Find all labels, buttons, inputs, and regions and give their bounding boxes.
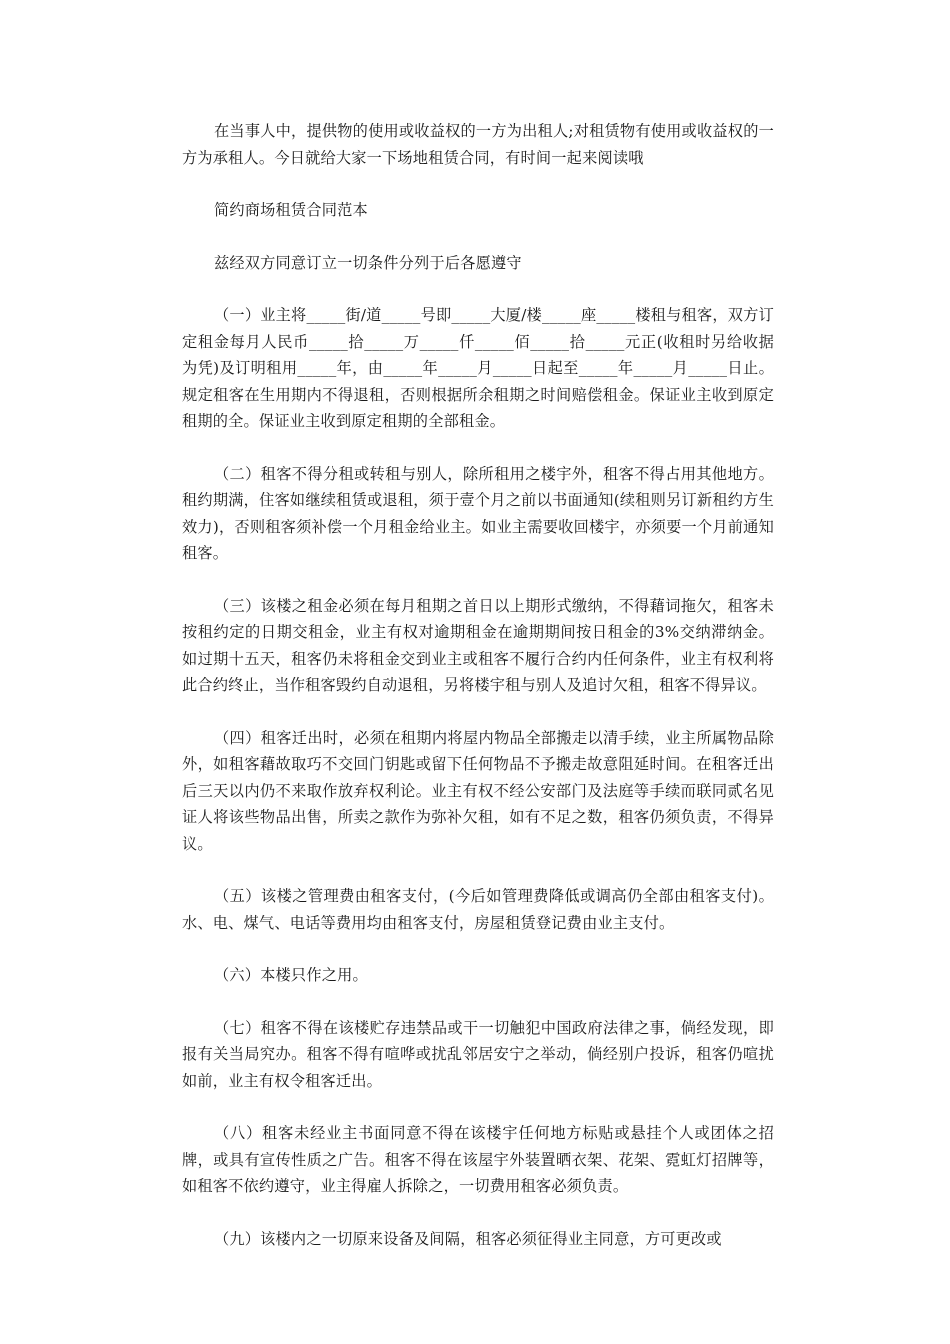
- clause-3: （三）该楼之租金必须在每月租期之首日以上期形式缴纳，不得藉词拖欠，租客未按租约定的日期交租金，业主有权对逾期租金在逾期期间按日租金的3%交纳滞纳金。如过期十五天，租客仍未将租金交到业主或租客不履行合约内任何条件，业主有权利将此合约终止，当作租客毁约自动退租，另将楼宇租与别人及追讨欠租，租客不得异议。: [182, 596, 774, 694]
- clause-4: （四）租客迁出时，必须在租期内将屋内物品全部搬走以清手续，业主所属物品除外，如租客藉故取巧不交回门钥匙或留下任何物品不予搬走故意阻延时间。在租客迁出后三天以内仍不来取作放弃权利论。业主有权不经公安部门及法庭等手续而联同贰名见证人将该些物品出售，所卖之款作为弥补欠租，如有不足之数，租客仍须负责，不得异议。: [182, 728, 774, 853]
- clause-9: （九）该楼内之一切原来设备及间隔，租客必须征得业主同意，方可更改或: [214, 1229, 722, 1248]
- preamble-paragraph: 兹经双方同意订立一切条件分列于后各愿遵守: [214, 253, 522, 272]
- clause-8: （八）租客未经业主书面同意不得在该楼宇任何地方标贴或悬挂个人或团体之招牌，或具有宣传性质之广告。租客不得在该屋宇外装置晒衣架、花架、霓虹灯招牌等，如租客不依约遵守，业主得雇人拆除之，一切费用租客必须负责。: [182, 1124, 774, 1195]
- document-body: [182, 118, 774, 1278]
- clause-5: （五）该楼之管理费由租客支付，(今后如管理费降低或调高仍全部由租客支付)。水、电、煤气、电话等费用均由租客支付，房屋租赁登记费由业主支付。: [182, 887, 774, 932]
- clause-6: （六）本楼只作之用。: [214, 966, 368, 984]
- intro-paragraph: 在当事人中，提供物的使用或收益权的一方为出租人;对租赁物有使用或收益权的一方为承租人。今日就给大家一下场地租赁合同，有时间一起来阅读哦: [182, 122, 774, 167]
- clause-2: （二）租客不得分租或转租与别人，除所租用之楼宇外，租客不得占用其他地方。租约期满，住客如继续租赁或退租，须于壹个月之前以书面通知(续租则另订新租约方生效力)，否则租客须补偿一个月租金给业主。如业主需要收回楼宇，亦须要一个月前通知租客。: [182, 464, 774, 562]
- document-title: 简约商场租赁合同范本: [214, 201, 368, 219]
- clause-1: （一）业主将_____街/道_____号即_____大厦/楼_____座_____楼租与租客，双方订定租金每月人民币_____拾_____万_____仟_____佰_____拾_____元正(收租时另给收据为凭)及订明租用_____年，由_____年_____月_____日起至_____年_____月_____日止。规定租客在生用期内不得退租，否则根据所余租期之时间赔偿租金。保证业主收到原定租期的全。保证业主收到原定租期的全部租金。: [182, 306, 774, 430]
- clause-7: （七）租客不得在该楼贮存违禁品或干一切触犯中国政府法律之事，倘经发现，即报有关当局究办。租客不得有喧哗或扰乱邻居安宁之举动，倘经别户投诉，租客仍喧扰如前，业主有权令租客迁出。: [182, 1018, 774, 1090]
